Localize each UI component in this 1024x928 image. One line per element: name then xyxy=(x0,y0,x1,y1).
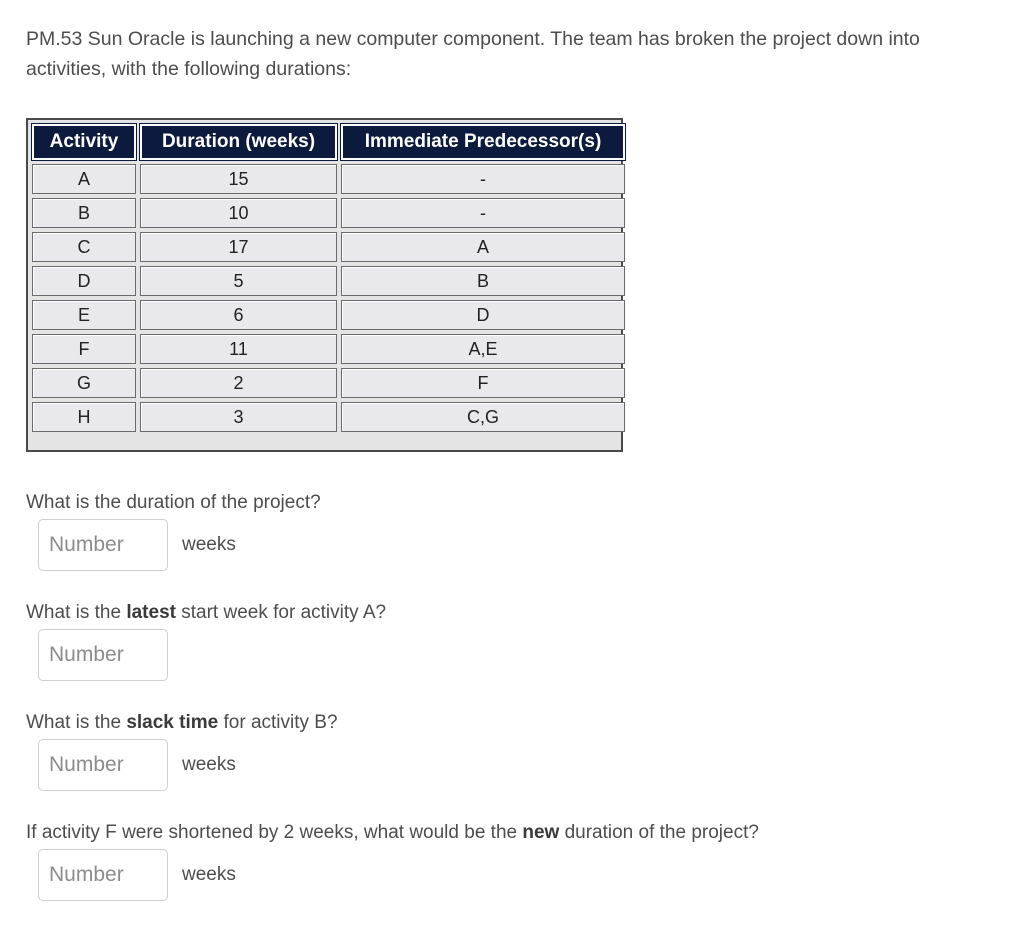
unit-label: weeks xyxy=(182,754,236,775)
cell-duration: 10 xyxy=(140,198,337,228)
slack-time-b-input[interactable] xyxy=(38,739,168,791)
cell-duration: 6 xyxy=(140,300,337,330)
cell-predecessors: C,G xyxy=(341,402,625,432)
cell-duration: 15 xyxy=(140,164,337,194)
cell-activity: F xyxy=(32,334,136,364)
cell-predecessors: - xyxy=(341,198,625,228)
question-slack-time-b: What is the slack time for activity B? xyxy=(26,712,338,733)
cell-activity: G xyxy=(32,368,136,398)
problem-intro: PM.53 Sun Oracle is launching a new computer component. The team has broken the project down into activities, with the following durations: xyxy=(26,28,920,80)
cell-duration: 3 xyxy=(140,402,337,432)
header-duration: Duration (weeks) xyxy=(140,124,337,160)
cell-duration: 17 xyxy=(140,232,337,262)
cell-predecessors: A xyxy=(341,232,625,262)
header-predecessors: Immediate Predecessor(s) xyxy=(341,124,625,160)
unit-label: weeks xyxy=(182,864,236,885)
unit-label: weeks xyxy=(182,534,236,555)
project-duration-input[interactable] xyxy=(38,519,168,571)
cell-activity: D xyxy=(32,266,136,296)
activity-table xyxy=(28,120,629,436)
answer-row-latest-start-a xyxy=(38,629,168,681)
table-row xyxy=(32,334,625,364)
cell-activity: C xyxy=(32,232,136,262)
cell-activity: A xyxy=(32,164,136,194)
cell-predecessors: F xyxy=(341,368,625,398)
table-row xyxy=(32,198,625,228)
cell-duration: 11 xyxy=(140,334,337,364)
table-row xyxy=(32,402,625,432)
question-new-duration: If activity F were shortened by 2 weeks, what would be the new duration of the project? xyxy=(26,822,759,843)
question-project-duration: What is the duration of the project? xyxy=(26,492,321,513)
table-row xyxy=(32,266,625,296)
question-latest-start-a: What is the latest start week for activity A? xyxy=(26,602,387,623)
table-row xyxy=(32,232,625,262)
cell-activity: E xyxy=(32,300,136,330)
table-row xyxy=(32,164,625,194)
table-row xyxy=(32,368,625,398)
cell-predecessors: D xyxy=(341,300,625,330)
answer-row-new-duration xyxy=(38,849,236,901)
cell-predecessors: B xyxy=(341,266,625,296)
header-activity: Activity xyxy=(32,124,136,160)
cell-duration: 2 xyxy=(140,368,337,398)
cell-activity: B xyxy=(32,198,136,228)
table-row xyxy=(32,300,625,330)
latest-start-a-input[interactable] xyxy=(38,629,168,681)
cell-activity: H xyxy=(32,402,136,432)
table-header-row xyxy=(32,124,625,160)
cell-duration: 5 xyxy=(140,266,337,296)
cell-predecessors: - xyxy=(341,164,625,194)
answer-row-project-duration xyxy=(38,519,236,571)
new-duration-input[interactable] xyxy=(38,849,168,901)
cell-predecessors: A,E xyxy=(341,334,625,364)
answer-row-slack-time-b xyxy=(38,739,236,791)
activity-table-container xyxy=(26,118,623,452)
